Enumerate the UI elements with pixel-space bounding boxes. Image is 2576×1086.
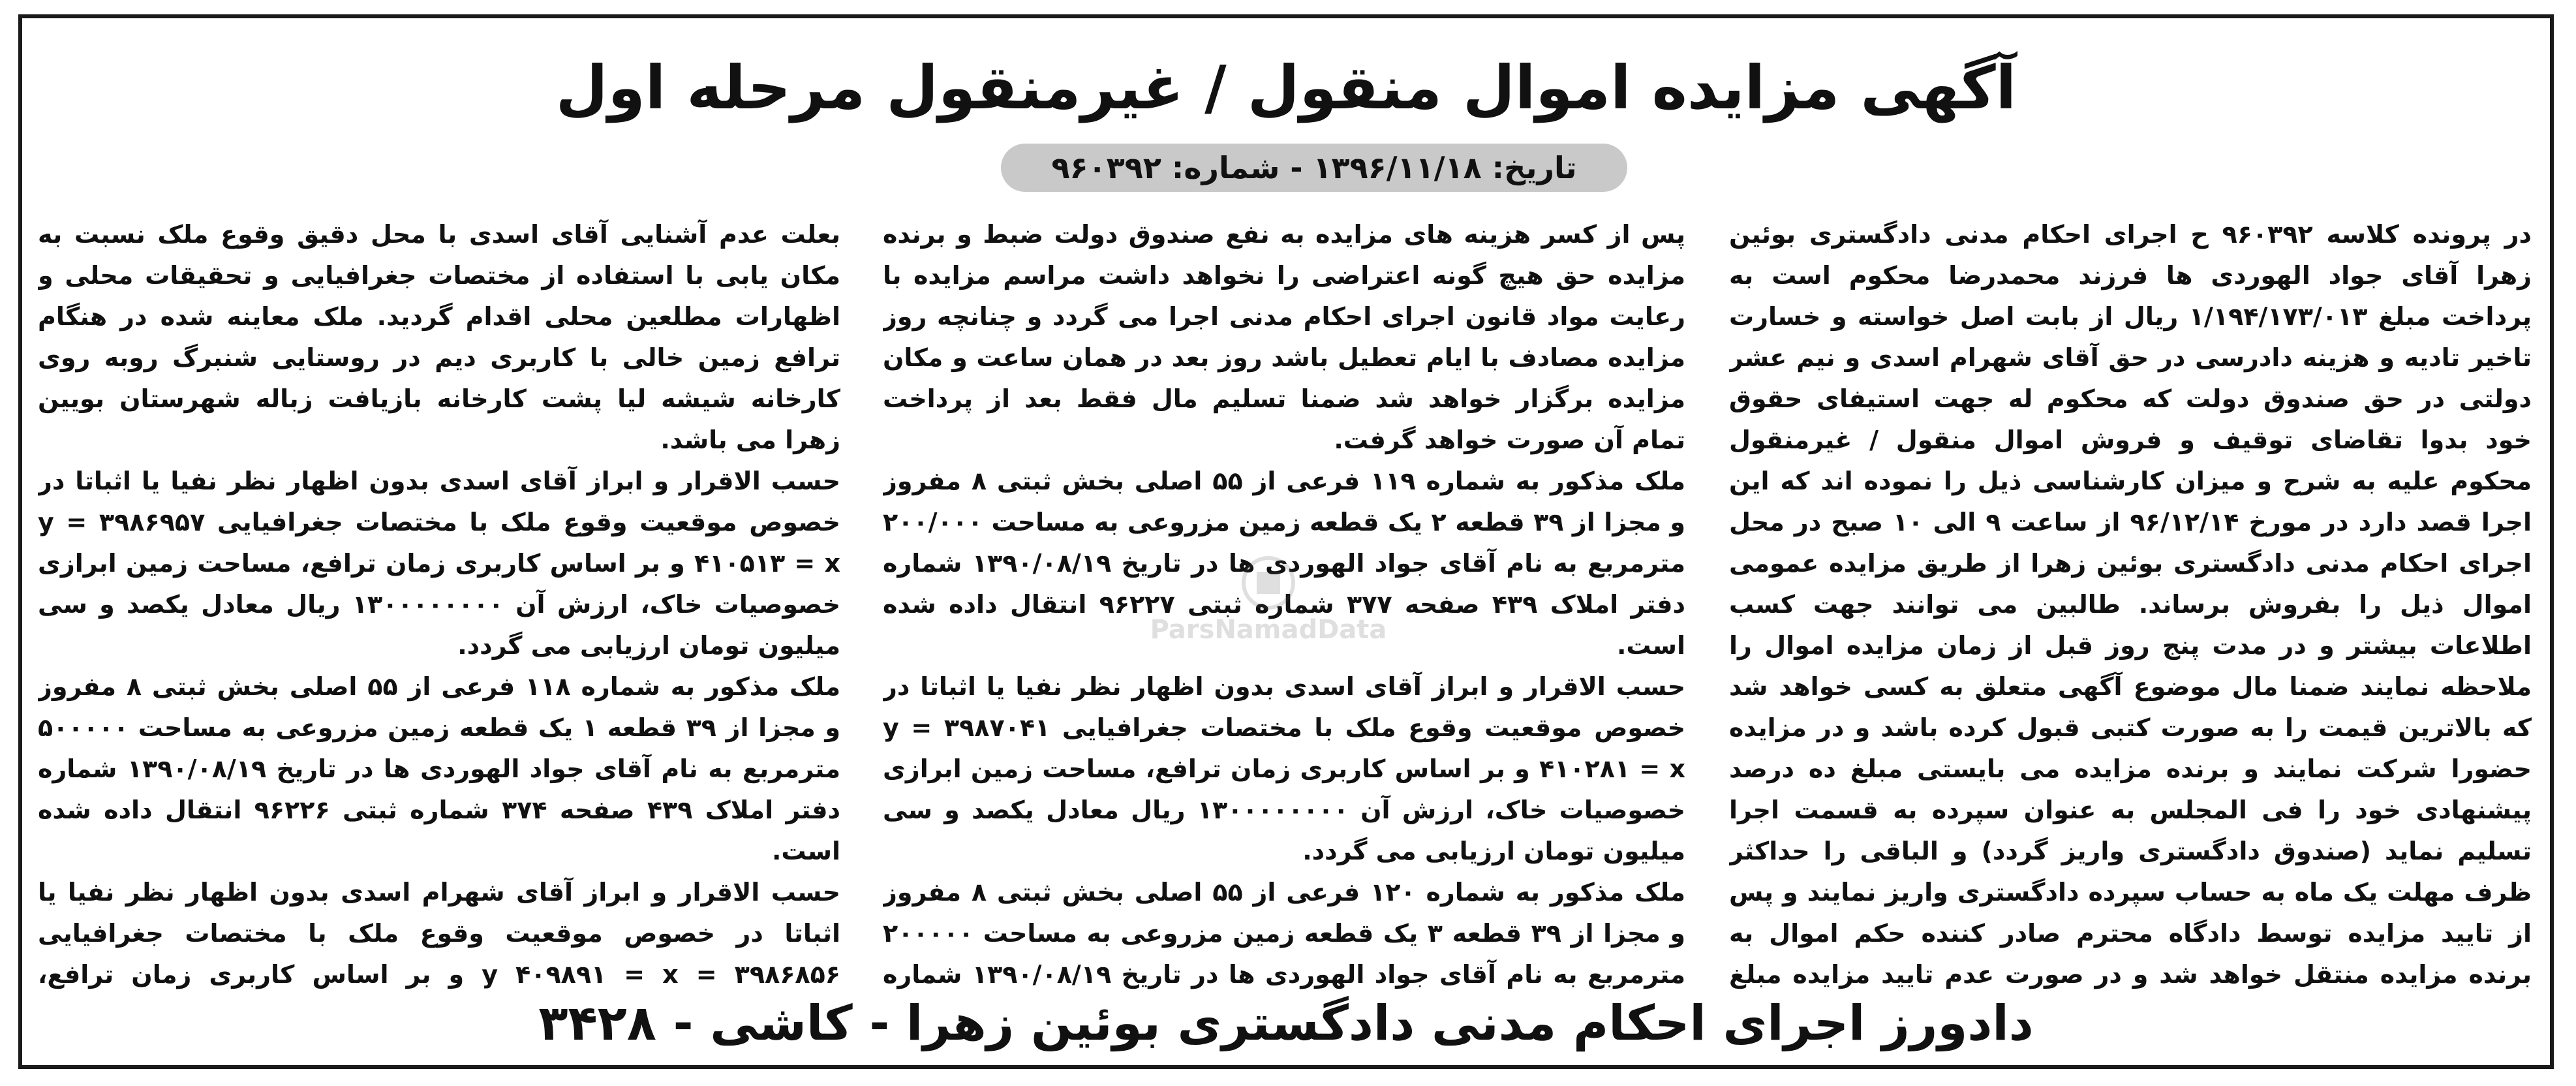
date-number-badge: تاریخ: ۱۳۹۶/۱۱/۱۸ - شماره: ۹۶۰۳۹۲ — [1001, 144, 1627, 192]
notice-signature: دادورز اجرای احکام مدنی دادگستری بوئین زهرا - کاشی - ۳۴۲۸ — [538, 995, 2034, 1051]
paragraph: بعلت عدم آشنایی آقای اسدی با محل دقیق وقوع ملک نسبت به مکان یابی با استفاده از مختصات جغرافیایی و تحقیقات محلی و اظهارات مطلعین محلی اقدام گردید. ملک معاینه شده در هنگام ترافع زمین خالی با کاربری دیم در روستایی شنبرگ روبه روی کارخانه شیشه لیا پشت کارخانه بازیافت زباله شهرستان بویین زهرا می باشد. — [38, 220, 840, 454]
text-column-right — [1729, 214, 2532, 997]
paragraph: حسب الاقرار و ابراز آقای اسدی بدون اظهار نظر نفیا یا اثباتا در خصوص موقعیت وقوع ملک با مختصات جغرافیایی ۳۹۸۶۹۵۷ = y ۴۱۰۵۱۳ = x و بر اساس کاربری زمان ترافع، مساحت زمین ابرازی خصوصیات خاک، ارزش آن ۱۳۰۰۰۰۰۰۰۰ ریال معادل یکصد و سی میلیون تومان ارزیابی می گردد. — [38, 467, 840, 660]
notice-frame — [18, 14, 2554, 1069]
watermark-text: ParsNamadData — [1150, 615, 1387, 645]
watermark-logo-icon — [1229, 553, 1308, 612]
watermark — [1131, 553, 1405, 658]
paragraph: در پرونده کلاسه ۹۶۰۳۹۲ ح اجرای احکام مدنی دادگستری بوئین زهرا آقای جواد الهوردی ها فرزند محمدرضا محکوم است به پرداخت مبلغ ۱/۱۹۴/۱۷۳/۰۱۳ ریال از بابت اصل خواسته و خسارت تاخیر تادیه و هزینه دادرسی در حق آقای شهرام اسدی و نیم عشر دولتی در حق صندوق دولت که محکوم له جهت استیفای حقوق خود بدوا تقاضای توقیف و فروش اموال منقول / غیرمنقول محکوم علیه به شرح و میزان کارشناسی ذیل را نموده اند که این اجرا قصد دارد در مورخ ۹۶/۱۲/۱۴ از ساعت ۹ الی ۱۰ صبح در محل اجرای احکام مدنی دادگستری بوئین زهرا از طریق مزایده عمومی اموال ذیل را بفروش برساند. طالبین می توانند جهت کسب اطلاعات بیشتر و در مدت پنج روز قبل از زمان مزایده اموال را ملاحظه نمایند ضمنا مال موضوع آگهی متعلق به کسی خواهد شد که بالاترین قیمت را به صورت کتبی قبول کرده باشد و در مزایده حضورا شرکت نمایند و برنده مزایده می بایستی مبلغ ده درصد پیشنهادی خود را فی المجلس به عنوان سپرده به قسمت اجرا تسلیم نماید (صندوق دادگستری واریز گردد) و الباقی را حداکثر ظرف مهلت یک ماه به حساب سپرده دادگستری واریز نمایند و پس از تایید مزایده توسط دادگاه محترم صادر کننده حکم اموال به برنده مزایده منتقل خواهد شد و در صورت عدم تایید مزایده مبلغ — [1729, 220, 2532, 989]
text-column-left — [38, 214, 840, 997]
paragraph: حسب الاقرار و ابراز آقای شهرام اسدی بدون اظهار نظر نفیا یا اثباتا در خصوص موقعیت وقوع ملک با مختصات جغرافیایی ۳۹۸۶۸۵۶ = y ۴۰۹۸۹۱ = x و بر اساس کاربری زمان ترافع، — [38, 878, 840, 989]
notice-title: آگهی مزایده اموال منقول / غیرمنقول مرحله اول — [555, 53, 2017, 123]
paragraph: پس از کسر هزینه های مزایده به نفع صندوق دولت ضبط و برنده مزایده حق هیچ گونه اعتراضی را نخواهد داشت مراسم مزایده با رعایت مواد قانون اجرای احکام مدنی اجرا می گردد و چنانچه روز مزایده مصادف با ایام تعطیل باشد روز بعد در همان ساعت و مکان مزایده برگزار خواهد شد ضمنا تسلیم مال فقط بعد از پرداخت تمام آن صورت خواهد گرفت. — [883, 220, 1685, 454]
paragraph: حسب الاقرار و ابراز آقای اسدی بدون اظهار نظر نفیا یا اثباتا در خصوص موقعیت وقوع ملک با مختصات جغرافیایی ۳۹۸۷۰۴۱ = y ۴۱۰۲۸۱ = x و بر اساس کاربری زمان ترافع، مساحت زمین ابرازی خصوصیات خاک، ارزش آن ۱۳۰۰۰۰۰۰۰۰ ریال معادل یکصد و سی میلیون تومان ارزیابی می گردد. — [883, 672, 1685, 865]
paragraph: ملک مذکور به شماره ۱۲۰ فرعی از ۵۵ اصلی بخش ثبتی ۸ مفروز و مجزا از ۳۹ قطعه ۳ یک قطعه زمین مزروعی به مساحت ۲۰۰۰۰۰ مترمربع به نام آقای جواد الهوردی ها در تاریخ ۱۳۹۰/۰۸/۱۹ شماره — [883, 878, 1685, 989]
paragraph: ملک مذکور به شماره ۱۱۹ فرعی از ۵۵ اصلی بخش ثبتی ۸ مفروز و مجزا از ۳۹ قطعه ۲ یک قطعه زمین مزروعی به مساحت ۲۰۰/۰۰۰ مترمربع به نام آقای جواد الهوردی ها در تاریخ ۱۳۹۰/۰۸/۱۹ شماره دفتر املاک ۴۳۹ صفحه ۳۷۷ شماره ثبتی ۹۶۲۲۷ انتقال داده شده است. — [883, 467, 1685, 660]
paragraph: ملک مذکور به شماره ۱۱۸ فرعی از ۵۵ اصلی بخش ثبتی ۸ مفروز و مجزا از ۳۹ قطعه ۱ یک قطعه زمین مزروعی به مساحت ۵۰۰۰۰۰ مترمربع به نام آقای جواد الهوردی ها در تاریخ ۱۳۹۰/۰۸/۱۹ شماره دفتر املاک ۴۳۹ صفحه ۳۷۴ شماره ثبتی ۹۶۲۲۶ انتقال داده شده است. — [38, 672, 840, 865]
